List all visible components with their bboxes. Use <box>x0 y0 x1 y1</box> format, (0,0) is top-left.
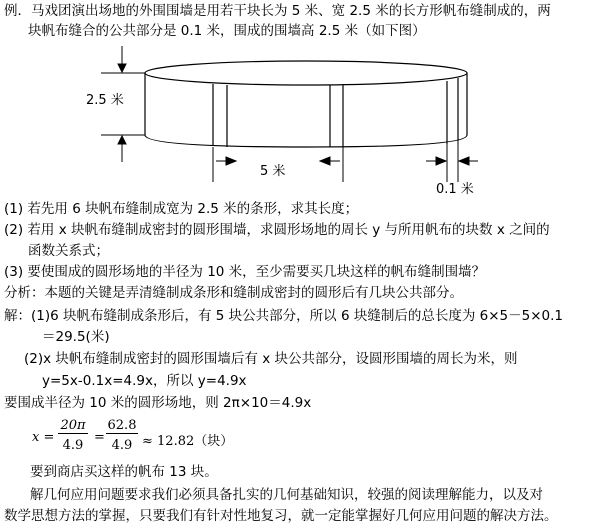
eq-denominator-2: 4.9 <box>111 438 133 453</box>
question-3: (3) 要使围成的圆形场地的半径为 10 米，至少需要买几块这样的帆布缝制围墙？ <box>4 264 486 280</box>
conclusion-line-2: 数学思想方法的掌握，只要我们有针对性地复习，就一定能掌握好几何应用问题的解决方法。 <box>4 508 558 524</box>
solution-part-3-equation: 要围成半径为 10 米的圆形场地，则 2π×10＝4.9x <box>4 395 312 411</box>
question-2: (2) 若用 x 块帆布缝制成密封的圆形围墙，求圆形场地的周长 y 与所用帆布的块数 x 之间的 <box>4 222 550 238</box>
problem-line-1: 例．马戏团演出场地的外围围墙是用若干块长为 5 米、宽 2.5 米的长方形帆布缝制成的，两 <box>4 3 551 19</box>
eq-equals: = <box>94 430 105 445</box>
height-label: 2.5 米 <box>86 93 124 108</box>
problem-line-2: 块帆布缝合的公共部分是 0.1 米，围成的围墙高 2.5 米（如下图） <box>28 23 426 39</box>
solution-part-2: (2)x 块帆布缝制成密封的圆形围墙后有 x 块公共部分，设圆形围墙的周长为米，则 <box>24 351 518 367</box>
tent-wall-figure <box>0 40 608 200</box>
cylinder-top-ellipse <box>145 61 467 85</box>
eq-numerator-2: 62.8 <box>107 418 137 433</box>
question-2-cont: 函数关系式； <box>28 243 109 259</box>
analysis-text: 分析：本题的关键是弄清缝制成条形和缝制成密封的圆形后有几块公共部分。 <box>4 285 463 301</box>
fraction-equation <box>0 418 608 462</box>
conclusion-line-1: 解几何应用问题要求我们必须具备扎实的几何基础知识，较强的阅读理解能力，以及对 <box>30 487 543 503</box>
eq-x: x = <box>32 430 55 445</box>
solution-part-2-result: y=5x-0.1x=4.9x，所以 y=4.9x <box>42 373 247 389</box>
overlap-label: 0.1 米 <box>436 182 474 197</box>
eq-denominator-1: 4.9 <box>62 438 84 453</box>
cylinder-bottom-arc <box>145 135 467 147</box>
width-label: 5 米 <box>260 164 286 179</box>
question-1: (1) 若先用 6 块帆布缝制成宽为 2.5 米的条形，求其长度； <box>4 201 359 217</box>
eq-numerator-1: 20π <box>58 418 88 434</box>
cylinder-wall <box>145 61 467 147</box>
solution-part-1: 解：(1)6 块帆布缝制成条形后，有 5 块公共部分，所以 6 块缝制后的总长度为 6×5－5×0.1 <box>4 308 563 324</box>
solution-part-1-result: ＝29.5(米) <box>42 329 110 345</box>
eq-approx: ≈ 12.82（块） <box>142 434 234 449</box>
solution-answer: 要到商店买这样的帆布 13 块。 <box>30 464 218 480</box>
overlap-dimension <box>426 141 478 182</box>
